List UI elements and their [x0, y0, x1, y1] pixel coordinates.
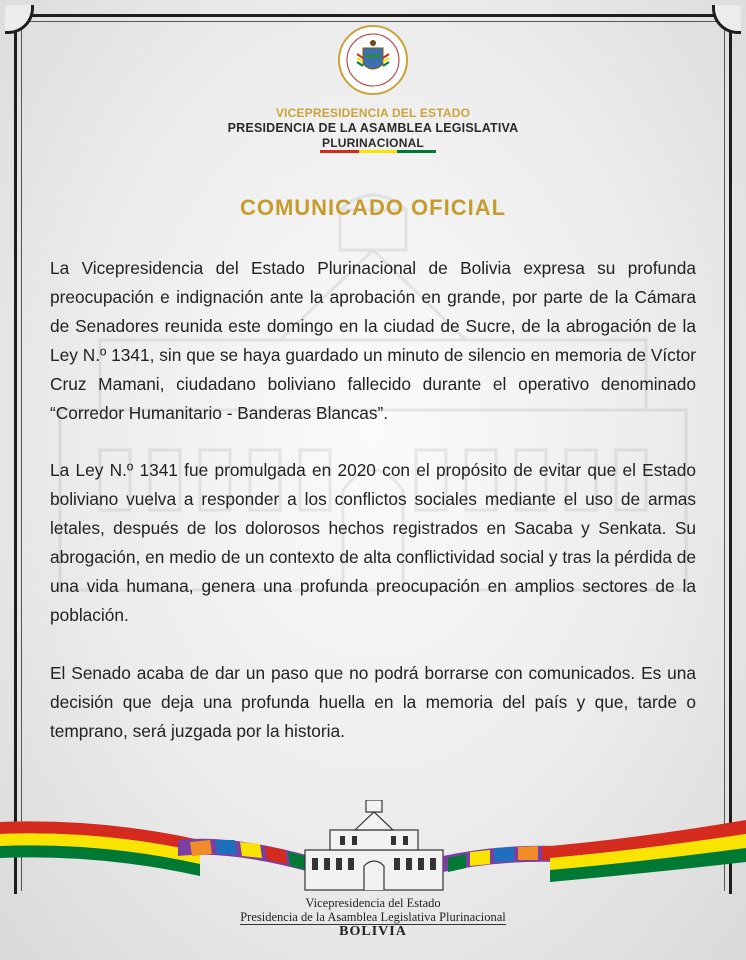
- footer-vicepresidency: Vicepresidencia del Estado: [305, 896, 441, 910]
- footer-country: BOLIVIA: [339, 924, 407, 939]
- coat-of-arms-seal-icon: [337, 24, 409, 96]
- header-plurinational: PLURINACIONAL: [322, 136, 424, 150]
- paragraph-3: El Senado acaba de dar un paso que no podrá borrarse con comunicados. Es una decisión que deja una profunda huella en la memoria del país y que, tarde o temprano, será juzgada por la historia.: [50, 663, 696, 741]
- footer-presidency-text: Presidencia de la Asamblea Legislativa Plurinacional: [240, 910, 506, 924]
- header-presidency: PRESIDENCIA DE LA ASAMBLEA LEGISLATIVA: [227, 121, 519, 135]
- header-vicepresidency: VICEPRESIDENCIA DEL ESTADO: [275, 106, 471, 120]
- footer-presidency: [0, 910, 746, 925]
- page-title: COMUNICADO OFICIAL: [239, 195, 507, 220]
- paragraph-1: La Vicepresidencia del Estado Plurinacional de Bolivia expresa su profunda preocupación e indignación ante la aprobación en grande, por parte de la Cámara de Senadores reunida este domingo en la ciudad de Sucre, de la abrogación de la Ley N.º 1341, sin que se haya guardado un minuto de silencio en memoria de Víctor Cruz Mamani, ciudadano boliviano fallecido durante el operativo denominado “Corredor Humanitario - Banderas Blancas”.: [50, 258, 696, 423]
- flag-ribbon-banner: [0, 800, 746, 900]
- paragraph-2: La Ley N.º 1341 fue promulgada en 2020 con el propósito de evitar que el Estado boliviano vuelva a responder a los conflictos sociales mediante el uso de armas letales, después de los dolorosos hechos registrados en Sacaba y Senkata. Su abrogación, en medio de un contexto de alta conflictividad social y tras la pérdida de una vida humana, genera una profunda preocupación en amplios sectores de la población.: [50, 460, 696, 625]
- tricolor-underline: [320, 150, 436, 153]
